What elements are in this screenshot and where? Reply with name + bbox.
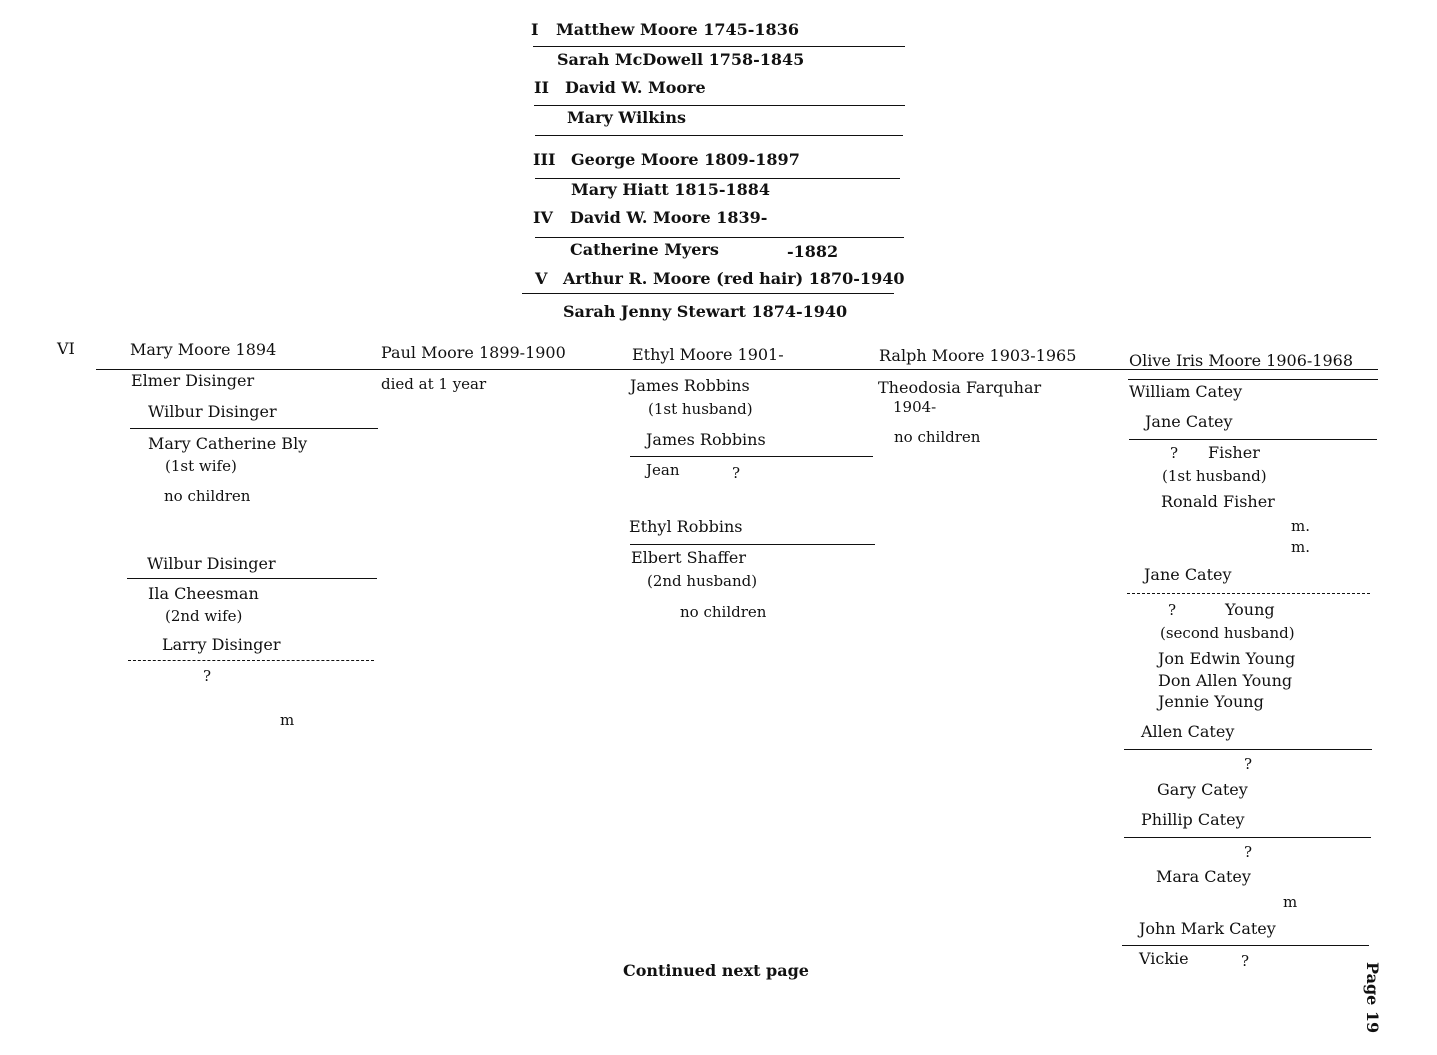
grandchild-spouse: Vickie: [1139, 949, 1189, 968]
ancestor-spouse: Catherine Myers: [570, 240, 719, 259]
ancestor-spouse: Sarah Jenny Stewart 1874-1940: [563, 302, 848, 321]
great-grandchild-name: Jon Edwin Young: [1158, 649, 1296, 668]
unknown-marker: ?: [1170, 444, 1179, 462]
child-name: Ralph Moore 1903-1965: [879, 346, 1077, 365]
spouse-name: Elmer Disinger: [131, 371, 255, 390]
unknown-marker: ?: [1241, 952, 1250, 970]
child-name: Ethyl Moore 1901-: [632, 345, 784, 364]
grandchild-name: Jane Catey: [1145, 412, 1233, 431]
grandchild-spouse: Mary Catherine Bly: [148, 434, 308, 453]
ancestor-name: Matthew Moore 1745-1836: [556, 20, 799, 39]
generation-roman: IV: [533, 208, 553, 227]
divider: [534, 105, 905, 106]
marker: m.: [1291, 538, 1310, 556]
divider: [630, 456, 873, 457]
spouse-note: (second husband): [1160, 624, 1295, 642]
divider: [127, 578, 377, 579]
child-note: died at 1 year: [381, 375, 487, 393]
generation-roman: I: [531, 20, 539, 39]
marker: m: [1283, 893, 1298, 911]
unknown-spouse: ?: [203, 667, 212, 685]
ancestor-name: George Moore 1809-1897: [571, 150, 800, 169]
unknown-marker: ?: [1168, 601, 1177, 619]
ancestor-name: Arthur R. Moore (red hair) 1870-1940: [563, 269, 905, 288]
ancestor-name: David W. Moore: [565, 78, 706, 97]
divider: [535, 178, 900, 179]
ancestor-spouse: Sarah McDowell 1758-1845: [557, 50, 805, 69]
divider: [535, 237, 904, 238]
grandchild-spouse: Fisher: [1208, 443, 1260, 462]
spouse-note: (1st wife): [165, 457, 237, 475]
generation-roman: V: [535, 269, 548, 288]
divider: [535, 135, 903, 136]
spouse-note: (2nd wife): [165, 607, 243, 625]
marker: m: [280, 711, 295, 729]
grandchild-spouse: Young: [1225, 600, 1275, 619]
child-name: Mary Moore 1894: [130, 340, 277, 359]
divider: [1124, 837, 1371, 838]
great-grandchild-name: Gary Catey: [1157, 780, 1248, 799]
divider: [522, 293, 894, 294]
great-grandchild-name: Larry Disinger: [162, 635, 281, 654]
generation-roman: VI: [57, 339, 75, 358]
child-name: Paul Moore 1899-1900: [381, 343, 566, 362]
spouse-note: (1st husband): [648, 400, 753, 418]
spouse-name: James Robbins: [630, 376, 750, 395]
grandchild-name: Ethyl Robbins: [629, 517, 743, 536]
grandchild-name: Phillip Catey: [1141, 810, 1245, 829]
child-name: Olive Iris Moore 1906-1968: [1129, 351, 1354, 370]
divider: [1127, 593, 1370, 594]
spouse-name: Elbert Shaffer: [631, 548, 746, 567]
spouse-name: Theodosia Farquhar: [878, 378, 1042, 397]
spouse-note: (1st husband): [1162, 467, 1267, 485]
generation-roman: II: [534, 78, 549, 97]
grandchild-spouse: Ila Cheesman: [148, 584, 259, 603]
grandchild-name: John Mark Catey: [1139, 919, 1276, 938]
children-note: no children: [680, 603, 767, 621]
grandchild-name: Jane Catey: [1144, 565, 1232, 584]
divider: [1128, 379, 1378, 380]
page-number: Page 19: [1363, 962, 1382, 1034]
spouse-note: (2nd husband): [647, 572, 758, 590]
great-grandchild-name: Jennie Young: [1158, 692, 1264, 711]
generation-roman: III: [533, 150, 556, 169]
spouse-name: William Catey: [1129, 382, 1243, 401]
great-grandchild-name: Don Allen Young: [1158, 671, 1293, 690]
ancestor-spouse: Mary Hiatt 1815-1884: [571, 180, 770, 199]
great-grandchild-name: Ronald Fisher: [1161, 492, 1275, 511]
grandchild-name: James Robbins: [646, 430, 766, 449]
great-grandchild-name: Mara Catey: [1156, 867, 1251, 886]
divider: [1124, 749, 1372, 750]
unknown-marker: ?: [732, 464, 741, 482]
divider: [1129, 439, 1377, 440]
divider: [533, 46, 905, 47]
spouse-dates: 1904-: [893, 398, 937, 416]
continued-note: Continued next page: [623, 961, 809, 980]
marker: m.: [1291, 517, 1310, 535]
grandchild-name: Wilbur Disinger: [148, 402, 277, 421]
ancestor-spouse: Mary Wilkins: [567, 108, 687, 127]
divider: [630, 544, 875, 545]
divider: [128, 660, 374, 661]
children-note: no children: [164, 487, 251, 505]
grandchild-name: Allen Catey: [1141, 722, 1235, 741]
children-note: no children: [894, 428, 981, 446]
grandchild-name: Wilbur Disinger: [147, 554, 276, 573]
unknown-spouse: ?: [1244, 843, 1253, 861]
ancestor-name: David W. Moore 1839-: [570, 208, 768, 227]
unknown-spouse: ?: [1244, 755, 1253, 773]
divider: [1122, 945, 1369, 946]
divider: [130, 428, 378, 429]
grandchild-spouse: Jean: [646, 461, 680, 479]
spouse-dates: -1882: [787, 242, 839, 261]
